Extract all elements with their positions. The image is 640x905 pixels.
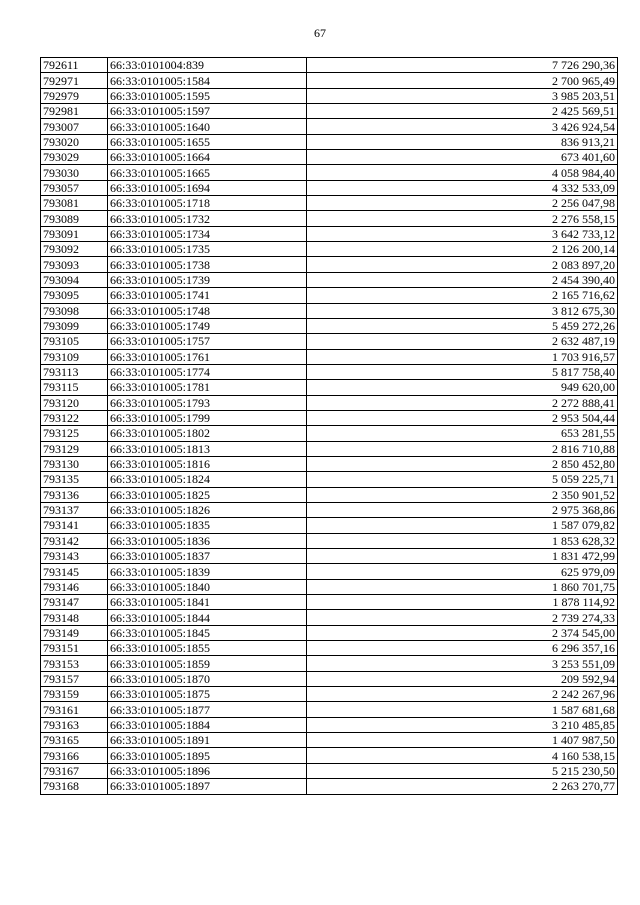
- cadastral-number-cell: 66:33:0101005:1732: [108, 211, 307, 226]
- amount-cell: 2 276 558,15: [307, 211, 618, 226]
- table-row: [41, 456, 618, 471]
- amount-cell: 5 817 758,40: [307, 364, 618, 379]
- row-id-cell: 793094: [41, 272, 108, 287]
- amount-cell: 1 853 628,32: [307, 533, 618, 548]
- cadastral-number-cell: 66:33:0101005:1835: [108, 518, 307, 533]
- amount-cell: 3 642 733,12: [307, 226, 618, 241]
- cadastral-number-cell: 66:33:0101005:1844: [108, 610, 307, 625]
- row-id-cell: 793099: [41, 318, 108, 333]
- cadastral-number-cell: 66:33:0101005:1665: [108, 165, 307, 180]
- cadastral-number-cell: 66:33:0101005:1813: [108, 441, 307, 456]
- amount-cell: 4 160 538,15: [307, 748, 618, 763]
- cadastral-number-cell: 66:33:0101005:1761: [108, 349, 307, 364]
- cadastral-number-cell: 66:33:0101005:1793: [108, 395, 307, 410]
- row-id-cell: 793151: [41, 641, 108, 656]
- row-id-cell: 793020: [41, 134, 108, 149]
- amount-cell: 3 426 924,54: [307, 119, 618, 134]
- cadastral-number-cell: 66:33:0101005:1884: [108, 717, 307, 732]
- row-id-cell: 793148: [41, 610, 108, 625]
- table-row: [41, 625, 618, 640]
- cadastral-number-cell: 66:33:0101005:1655: [108, 134, 307, 149]
- cadastral-number-cell: 66:33:0101005:1640: [108, 119, 307, 134]
- row-id-cell: 793129: [41, 441, 108, 456]
- amount-cell: 3 210 485,85: [307, 717, 618, 732]
- row-id-cell: 793120: [41, 395, 108, 410]
- row-id-cell: 792611: [41, 58, 108, 73]
- cadastral-number-cell: 66:33:0101004:839: [108, 58, 307, 73]
- table-row: [41, 687, 618, 702]
- amount-cell: 1 587 079,82: [307, 518, 618, 533]
- table-row: [41, 733, 618, 748]
- table-row: [41, 104, 618, 119]
- amount-cell: 2 632 487,19: [307, 334, 618, 349]
- table-row: [41, 549, 618, 564]
- table-row: [41, 564, 618, 579]
- amount-cell: 1 878 114,92: [307, 595, 618, 610]
- row-id-cell: 793125: [41, 426, 108, 441]
- row-id-cell: 793081: [41, 196, 108, 211]
- table-row: [41, 426, 618, 441]
- page-number: 67: [314, 26, 326, 40]
- row-id-cell: 793057: [41, 180, 108, 195]
- table-row: [41, 610, 618, 625]
- table-row: [41, 318, 618, 333]
- amount-cell: 4 332 533,09: [307, 180, 618, 195]
- cadastral-number-cell: 66:33:0101005:1774: [108, 364, 307, 379]
- table-row: [41, 150, 618, 165]
- amount-cell: 2 263 270,77: [307, 779, 618, 794]
- row-id-cell: 793147: [41, 595, 108, 610]
- amount-cell: 673 401,60: [307, 150, 618, 165]
- amount-cell: 3 253 551,09: [307, 656, 618, 671]
- cadastral-number-cell: 66:33:0101005:1855: [108, 641, 307, 656]
- row-id-cell: 793030: [41, 165, 108, 180]
- table-row: [41, 472, 618, 487]
- cadastral-number-cell: 66:33:0101005:1839: [108, 564, 307, 579]
- cadastral-number-cell: 66:33:0101005:1595: [108, 88, 307, 103]
- row-id-cell: 793109: [41, 349, 108, 364]
- amount-cell: 2 126 200,14: [307, 242, 618, 257]
- amount-cell: 7 726 290,36: [307, 58, 618, 73]
- amount-cell: 3 985 203,51: [307, 88, 618, 103]
- row-id-cell: 793130: [41, 456, 108, 471]
- row-id-cell: 793093: [41, 257, 108, 272]
- amount-cell: 2 454 390,40: [307, 272, 618, 287]
- table-row: [41, 717, 618, 732]
- row-id-cell: 793095: [41, 288, 108, 303]
- table-row: [41, 119, 618, 134]
- amount-cell: 1 831 472,99: [307, 549, 618, 564]
- row-id-cell: 793168: [41, 779, 108, 794]
- cadastral-number-cell: 66:33:0101005:1825: [108, 487, 307, 502]
- amount-cell: 2 083 897,20: [307, 257, 618, 272]
- row-id-cell: 793089: [41, 211, 108, 226]
- cadastral-number-cell: 66:33:0101005:1664: [108, 150, 307, 165]
- cadastral-number-cell: 66:33:0101005:1845: [108, 625, 307, 640]
- table-row: [41, 702, 618, 717]
- table-row: [41, 395, 618, 410]
- cadastral-number-cell: 66:33:0101005:1749: [108, 318, 307, 333]
- table-row: [41, 165, 618, 180]
- cadastral-number-cell: 66:33:0101005:1897: [108, 779, 307, 794]
- row-id-cell: 793113: [41, 364, 108, 379]
- row-id-cell: 793092: [41, 242, 108, 257]
- cadastral-number-cell: 66:33:0101005:1802: [108, 426, 307, 441]
- row-id-cell: 793167: [41, 763, 108, 778]
- cadastral-number-cell: 66:33:0101005:1826: [108, 502, 307, 517]
- table-row: [41, 533, 618, 548]
- table-row: [41, 671, 618, 686]
- row-id-cell: 793149: [41, 625, 108, 640]
- table-row: [41, 656, 618, 671]
- table-row: [41, 579, 618, 594]
- cadastral-number-cell: 66:33:0101005:1597: [108, 104, 307, 119]
- row-id-cell: 793135: [41, 472, 108, 487]
- cadastral-number-cell: 66:33:0101005:1824: [108, 472, 307, 487]
- amount-cell: 4 058 984,40: [307, 165, 618, 180]
- cadastral-number-cell: 66:33:0101005:1748: [108, 303, 307, 318]
- cadastral-number-cell: 66:33:0101005:1718: [108, 196, 307, 211]
- amount-cell: 2 700 965,49: [307, 73, 618, 88]
- table-row: [41, 180, 618, 195]
- table-row: [41, 410, 618, 425]
- row-id-cell: 793161: [41, 702, 108, 717]
- table-row: [41, 211, 618, 226]
- row-id-cell: 793122: [41, 410, 108, 425]
- cadastral-number-cell: 66:33:0101005:1837: [108, 549, 307, 564]
- amount-cell: 5 459 272,26: [307, 318, 618, 333]
- table-row: [41, 518, 618, 533]
- row-id-cell: 793157: [41, 671, 108, 686]
- cadastral-number-cell: 66:33:0101005:1840: [108, 579, 307, 594]
- cadastral-number-cell: 66:33:0101005:1816: [108, 456, 307, 471]
- table-row: [41, 502, 618, 517]
- amount-cell: 2 425 569,51: [307, 104, 618, 119]
- cadastral-number-cell: 66:33:0101005:1870: [108, 671, 307, 686]
- table-row: [41, 288, 618, 303]
- amount-cell: 2 374 545,00: [307, 625, 618, 640]
- amount-cell: 2 256 047,98: [307, 196, 618, 211]
- row-id-cell: 793091: [41, 226, 108, 241]
- table-row: [41, 88, 618, 103]
- table-row: [41, 257, 618, 272]
- amount-cell: 625 979,09: [307, 564, 618, 579]
- cadastral-number-cell: 66:33:0101005:1735: [108, 242, 307, 257]
- row-id-cell: 793153: [41, 656, 108, 671]
- cadastral-number-cell: 66:33:0101005:1895: [108, 748, 307, 763]
- row-id-cell: 793029: [41, 150, 108, 165]
- row-id-cell: 792979: [41, 88, 108, 103]
- amount-cell: 6 296 357,16: [307, 641, 618, 656]
- row-id-cell: 793098: [41, 303, 108, 318]
- table-row: [41, 364, 618, 379]
- amount-cell: 1 407 987,50: [307, 733, 618, 748]
- cadastral-number-cell: 66:33:0101005:1877: [108, 702, 307, 717]
- table-row: [41, 134, 618, 149]
- row-id-cell: 793159: [41, 687, 108, 702]
- registry-table: [40, 57, 618, 795]
- table-row: [41, 303, 618, 318]
- table-row: [41, 73, 618, 88]
- cadastral-number-cell: 66:33:0101005:1738: [108, 257, 307, 272]
- amount-cell: 209 592,94: [307, 671, 618, 686]
- cadastral-number-cell: 66:33:0101005:1836: [108, 533, 307, 548]
- table-row: [41, 196, 618, 211]
- amount-cell: 2 816 710,88: [307, 441, 618, 456]
- cadastral-number-cell: 66:33:0101005:1896: [108, 763, 307, 778]
- amount-cell: 2 850 452,80: [307, 456, 618, 471]
- cadastral-number-cell: 66:33:0101005:1859: [108, 656, 307, 671]
- cadastral-number-cell: 66:33:0101005:1781: [108, 380, 307, 395]
- table-row: [41, 226, 618, 241]
- amount-cell: 1 860 701,75: [307, 579, 618, 594]
- row-id-cell: 793137: [41, 502, 108, 517]
- row-id-cell: 793145: [41, 564, 108, 579]
- row-id-cell: 793146: [41, 579, 108, 594]
- amount-cell: 1 587 681,68: [307, 702, 618, 717]
- row-id-cell: 793163: [41, 717, 108, 732]
- amount-cell: 2 739 274,33: [307, 610, 618, 625]
- table-row: [41, 58, 618, 73]
- table-row: [41, 748, 618, 763]
- amount-cell: 2 242 267,96: [307, 687, 618, 702]
- row-id-cell: 793007: [41, 119, 108, 134]
- cadastral-number-cell: 66:33:0101005:1875: [108, 687, 307, 702]
- row-id-cell: 793166: [41, 748, 108, 763]
- amount-cell: 2 953 504,44: [307, 410, 618, 425]
- amount-cell: 2 165 716,62: [307, 288, 618, 303]
- cadastral-number-cell: 66:33:0101005:1694: [108, 180, 307, 195]
- table-row: [41, 441, 618, 456]
- row-id-cell: 793105: [41, 334, 108, 349]
- amount-cell: 2 975 368,86: [307, 502, 618, 517]
- table-row: [41, 272, 618, 287]
- table-row: [41, 242, 618, 257]
- table-row: [41, 763, 618, 778]
- amount-cell: 949 620,00: [307, 380, 618, 395]
- row-id-cell: 793115: [41, 380, 108, 395]
- row-id-cell: 793141: [41, 518, 108, 533]
- table-row: [41, 595, 618, 610]
- amount-cell: 3 812 675,30: [307, 303, 618, 318]
- table-row: [41, 334, 618, 349]
- cadastral-number-cell: 66:33:0101005:1739: [108, 272, 307, 287]
- cadastral-number-cell: 66:33:0101005:1799: [108, 410, 307, 425]
- table-row: [41, 487, 618, 502]
- amount-cell: 2 350 901,52: [307, 487, 618, 502]
- cadastral-number-cell: 66:33:0101005:1584: [108, 73, 307, 88]
- table-row: [41, 349, 618, 364]
- row-id-cell: 793142: [41, 533, 108, 548]
- row-id-cell: 793143: [41, 549, 108, 564]
- table-row: [41, 380, 618, 395]
- cadastral-number-cell: 66:33:0101005:1734: [108, 226, 307, 241]
- row-id-cell: 793136: [41, 487, 108, 502]
- registry-table-body: [41, 58, 618, 795]
- amount-cell: 1 703 916,57: [307, 349, 618, 364]
- cadastral-number-cell: 66:33:0101005:1891: [108, 733, 307, 748]
- amount-cell: 836 913,21: [307, 134, 618, 149]
- row-id-cell: 792981: [41, 104, 108, 119]
- cadastral-number-cell: 66:33:0101005:1757: [108, 334, 307, 349]
- cadastral-number-cell: 66:33:0101005:1841: [108, 595, 307, 610]
- amount-cell: 653 281,55: [307, 426, 618, 441]
- row-id-cell: 792971: [41, 73, 108, 88]
- table-row: [41, 641, 618, 656]
- row-id-cell: 793165: [41, 733, 108, 748]
- amount-cell: 5 059 225,71: [307, 472, 618, 487]
- table-row: [41, 779, 618, 794]
- amount-cell: 2 272 888,41: [307, 395, 618, 410]
- cadastral-number-cell: 66:33:0101005:1741: [108, 288, 307, 303]
- amount-cell: 5 215 230,50: [307, 763, 618, 778]
